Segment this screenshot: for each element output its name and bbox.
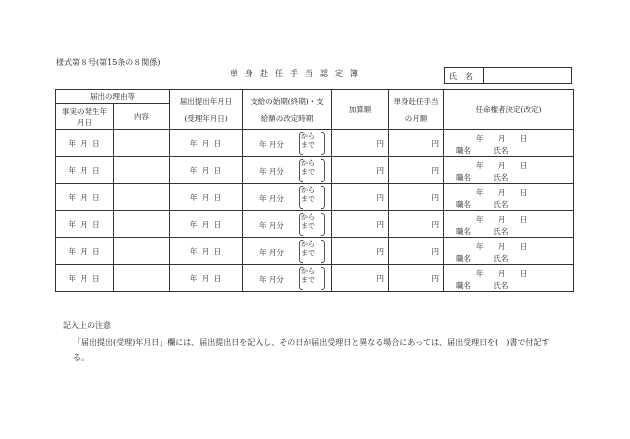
submission-date-cell[interactable]: 年 月 日 bbox=[170, 130, 243, 157]
auth-signature: 職名 氏名 bbox=[456, 200, 509, 209]
addition-cell[interactable]: 円 bbox=[332, 184, 389, 211]
table-row bbox=[56, 130, 574, 157]
allowance-cell[interactable]: 円 bbox=[389, 265, 444, 292]
header-submission: 届出提出年月日 (受理年月日) bbox=[170, 90, 243, 130]
name-field[interactable] bbox=[444, 67, 572, 84]
notes-title: 記入上の注意 bbox=[63, 321, 111, 330]
brace-right bbox=[321, 213, 325, 236]
pay-month: 年 月分 bbox=[259, 221, 284, 230]
allowance-cell[interactable]: 円 bbox=[389, 184, 444, 211]
allowance-cell[interactable]: 円 bbox=[389, 130, 444, 157]
from-until: から まで bbox=[301, 159, 315, 176]
brace-right bbox=[321, 132, 325, 155]
allowance-cell[interactable]: 円 bbox=[389, 238, 444, 265]
authority-cell[interactable] bbox=[444, 238, 574, 265]
from-until: から まで bbox=[301, 186, 315, 203]
authority-cell[interactable] bbox=[444, 184, 574, 211]
page-title: 単身赴任手当認定簿 bbox=[230, 69, 365, 78]
content-cell[interactable] bbox=[114, 265, 170, 292]
occurrence-date-cell[interactable]: 年 月 日 bbox=[56, 130, 114, 157]
auth-signature: 職名 氏名 bbox=[456, 281, 509, 290]
content-cell[interactable] bbox=[114, 157, 170, 184]
header-content: 内容 bbox=[114, 104, 170, 130]
pay-period-cell[interactable] bbox=[243, 238, 332, 265]
pay-month: 年 月分 bbox=[259, 167, 284, 176]
notes-body: 「届出提出(受理)年月日」欄には、届出提出日を記入し、その日が届出受理日と異なる場合にあっては、届出受理日を( )書で付記する。 bbox=[73, 338, 550, 362]
content-cell[interactable] bbox=[114, 238, 170, 265]
addition-cell[interactable]: 円 bbox=[332, 157, 389, 184]
submission-date-cell[interactable]: 年 月 日 bbox=[170, 238, 243, 265]
pay-period-cell[interactable] bbox=[243, 130, 332, 157]
occurrence-date-cell[interactable]: 年 月 日 bbox=[56, 265, 114, 292]
auth-date: 年 月 日 bbox=[476, 188, 529, 197]
content-cell[interactable] bbox=[114, 184, 170, 211]
auth-date: 年 月 日 bbox=[476, 242, 529, 251]
table-row bbox=[56, 184, 574, 211]
pay-period-cell[interactable] bbox=[243, 265, 332, 292]
auth-date: 年 月 日 bbox=[476, 215, 529, 224]
header-allowance: 単身赴任手当 の月額 bbox=[389, 90, 444, 130]
allowance-cell[interactable]: 円 bbox=[389, 211, 444, 238]
name-divider bbox=[483, 68, 484, 83]
from-until: から まで bbox=[301, 240, 315, 257]
submission-date-cell[interactable]: 年 月 日 bbox=[170, 184, 243, 211]
header-authority: 任命権者決定(改定) bbox=[444, 90, 574, 130]
occurrence-date-cell[interactable]: 年 月 日 bbox=[56, 238, 114, 265]
register-table bbox=[55, 89, 574, 292]
auth-date: 年 月 日 bbox=[476, 269, 529, 278]
authority-cell[interactable] bbox=[444, 211, 574, 238]
brace-right bbox=[321, 159, 325, 182]
header-pay-period: 支給の始期(終期)・支 給額の改定時期 bbox=[243, 90, 332, 130]
from-until: から まで bbox=[301, 213, 315, 230]
addition-cell[interactable]: 円 bbox=[332, 211, 389, 238]
addition-cell[interactable]: 円 bbox=[332, 238, 389, 265]
auth-signature: 職名 氏名 bbox=[456, 227, 509, 236]
occurrence-date-cell[interactable]: 年 月 日 bbox=[56, 211, 114, 238]
addition-cell[interactable]: 円 bbox=[332, 265, 389, 292]
pay-month: 年 月分 bbox=[259, 248, 284, 257]
submission-date-cell[interactable]: 年 月 日 bbox=[170, 211, 243, 238]
brace-right bbox=[321, 186, 325, 209]
header-occurrence-date: 事実の発生年月日 bbox=[56, 104, 114, 130]
pay-period-cell[interactable] bbox=[243, 157, 332, 184]
header-addition: 加算額 bbox=[332, 90, 389, 130]
brace-right bbox=[321, 240, 325, 263]
table-row bbox=[56, 265, 574, 292]
pay-month: 年 月分 bbox=[259, 194, 284, 203]
auth-date: 年 月 日 bbox=[476, 134, 529, 143]
authority-cell[interactable] bbox=[444, 157, 574, 184]
auth-date: 年 月 日 bbox=[476, 161, 529, 170]
addition-cell[interactable]: 円 bbox=[332, 130, 389, 157]
name-label: 氏名 bbox=[449, 72, 481, 81]
from-until: から まで bbox=[301, 267, 315, 284]
from-until: から まで bbox=[301, 132, 315, 149]
content-cell[interactable] bbox=[114, 211, 170, 238]
pay-month: 年 月分 bbox=[259, 140, 284, 149]
pay-month: 年 月分 bbox=[259, 275, 284, 284]
submission-date-cell[interactable]: 年 月 日 bbox=[170, 157, 243, 184]
pay-period-cell[interactable] bbox=[243, 211, 332, 238]
table-row bbox=[56, 238, 574, 265]
occurrence-date-cell[interactable]: 年 月 日 bbox=[56, 184, 114, 211]
header-reason-group: 届出の理由等 bbox=[56, 90, 170, 104]
allowance-cell[interactable]: 円 bbox=[389, 157, 444, 184]
auth-signature: 職名 氏名 bbox=[456, 254, 509, 263]
authority-cell[interactable] bbox=[444, 130, 574, 157]
occurrence-date-cell[interactable]: 年 月 日 bbox=[56, 157, 114, 184]
table-row bbox=[56, 157, 574, 184]
auth-signature: 職名 氏名 bbox=[456, 173, 509, 182]
content-cell[interactable] bbox=[114, 130, 170, 157]
auth-signature: 職名 氏名 bbox=[456, 146, 509, 155]
pay-period-cell[interactable] bbox=[243, 184, 332, 211]
table-row bbox=[56, 211, 574, 238]
authority-cell[interactable] bbox=[444, 265, 574, 292]
submission-date-cell[interactable]: 年 月 日 bbox=[170, 265, 243, 292]
form-id: 様式第８号(第15条の８関係) bbox=[56, 58, 161, 67]
brace-right bbox=[321, 267, 325, 290]
